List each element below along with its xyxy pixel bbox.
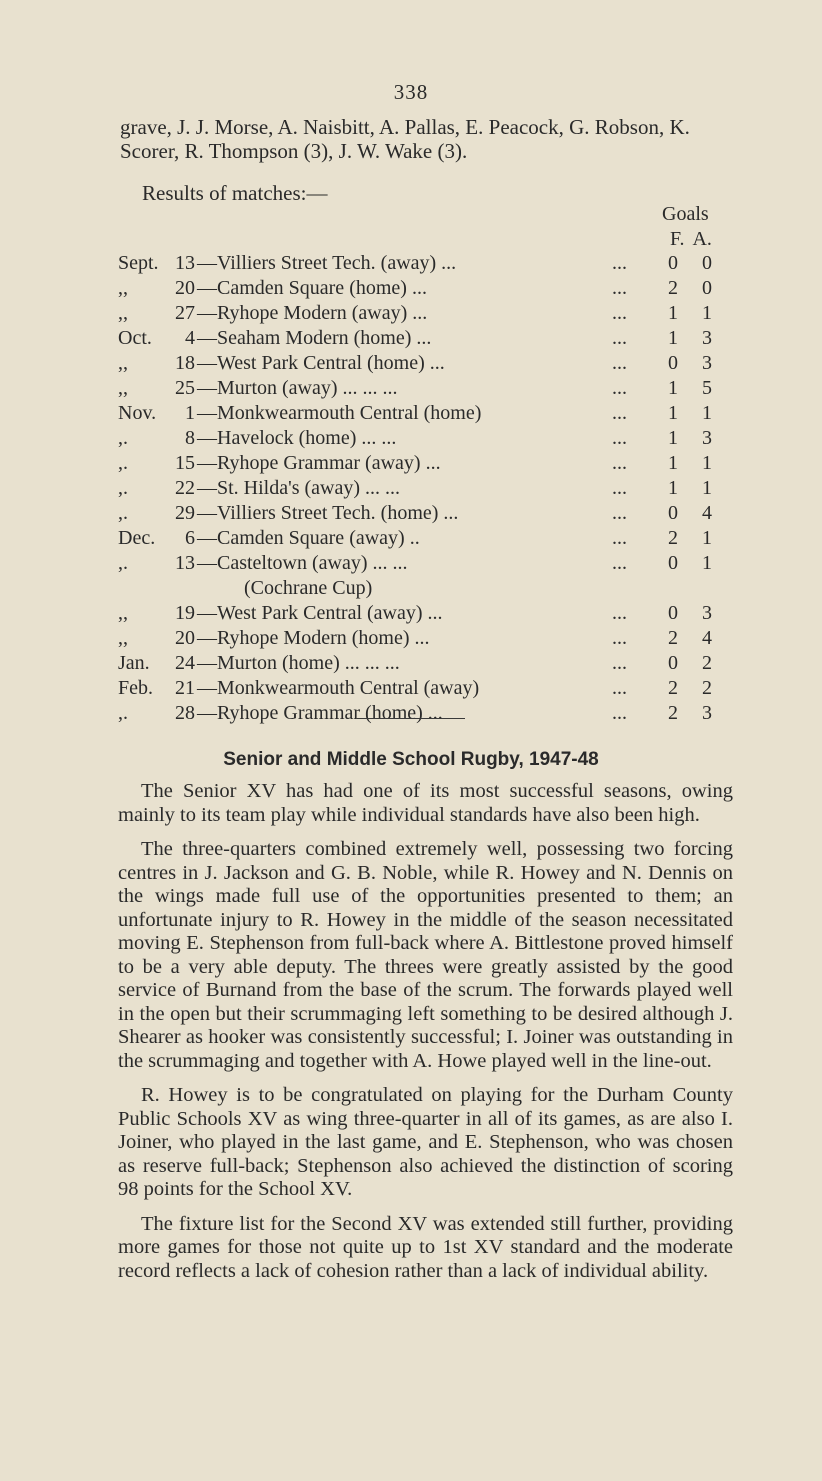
goals-against: 2 [702,652,712,674]
match-opponent: —Ryhope Grammar (away) ... [197,452,441,474]
table-row [0,577,822,602]
match-opponent: —Monkwearmouth Central (home) [197,402,482,424]
leader-dots: ... [612,627,627,649]
match-results-table [0,252,822,727]
match-opponent: —St. Hilda's (away) ... ... [197,477,401,499]
for-label: F. [670,228,685,250]
match-day: 20 [175,627,195,649]
goals-for: 2 [668,702,678,724]
for-against-heading [670,228,712,251]
match-month: ,, [118,302,128,324]
leader-dots: ... [612,652,627,674]
leader-dots: ... [612,702,627,724]
goals-against: 4 [702,627,712,649]
match-month: ,. [118,502,128,524]
against-label: A. [692,228,712,250]
goals-against: 1 [702,477,712,499]
match-month: ,. [118,427,128,449]
table-row [0,627,822,652]
goals-for: 0 [668,352,678,374]
match-day: 1 [185,402,195,424]
match-day: 25 [175,377,195,399]
table-row [0,352,822,377]
goals-against: 3 [702,602,712,624]
match-month: Oct. [118,327,152,349]
table-row [0,377,822,402]
goals-against: 1 [702,552,712,574]
goals-against: 1 [702,302,712,324]
match-month: ,, [118,377,128,399]
goals-against: 3 [702,327,712,349]
match-opponent: —Villiers Street Tech. (away) ... [197,252,457,274]
goals-against: 1 [702,527,712,549]
goals-against: 3 [702,702,712,724]
match-day: 20 [175,277,195,299]
leader-dots: ... [612,677,627,699]
table-row [0,427,822,452]
table-row [0,402,822,427]
leader-dots: ... [612,302,627,324]
match-day: 29 [175,502,195,524]
goals-for: 1 [668,302,678,324]
match-opponent: —Havelock (home) ... ... [197,427,397,449]
goals-for: 1 [668,477,678,499]
match-month: Dec. [118,527,156,549]
match-month: ,. [118,552,128,574]
table-row [0,452,822,477]
table-row [0,277,822,302]
table-row [0,327,822,352]
match-month: ,. [118,702,128,724]
goals-for: 0 [668,602,678,624]
leader-dots: ... [612,327,627,349]
match-day: 4 [185,327,195,349]
match-opponent: —Villiers Street Tech. (home) ... [197,502,459,524]
goals-against: 1 [702,402,712,424]
match-day: 13 [175,552,195,574]
match-month: Feb. [118,677,153,699]
table-row [0,602,822,627]
match-month: Jan. [118,652,150,674]
leader-dots: ... [612,477,627,499]
page-number: 338 [393,80,429,104]
article-body [118,780,733,1294]
match-opponent: —West Park Central (home) ... [197,352,445,374]
match-month: Sept. [118,252,159,274]
goals-for: 0 [668,552,678,574]
goals-for: 2 [668,627,678,649]
match-month: Nov. [118,402,157,424]
paragraph: The fixture list for the Second XV was extended still further, providing more games for those not quite up to 1st XV standard and the moderate record reflects a lack of cohesion rather than a lack of individual ability. [118,1212,733,1282]
leader-dots: ... [612,352,627,374]
section-title: Senior and Middle School Rugby, 1947-48 [223,749,599,770]
goals-against: 5 [702,377,712,399]
paragraph: The Senior XV has had one of its most successful seasons, owing mainly to its team play while individual standards have also been high. [118,780,733,826]
paragraph: R. Howey is to be congratulated on playing for the Durham County Public Schools XV as wing three-quarter in all of its games, as are also I. Joiner, who played in the last game, and E. Stephenson, who was chosen as reserve full-back; Stephenson also achieved the distinction of scoring 98 points for the School XV. [118,1084,733,1200]
leader-dots: ... [612,427,627,449]
match-day: 27 [175,302,195,324]
goals-for: 1 [668,377,678,399]
table-row [0,652,822,677]
goals-against: 1 [702,452,712,474]
goals-for: 0 [668,502,678,524]
match-day: 6 [185,527,195,549]
section-divider [357,718,465,719]
leader-dots: ... [612,402,627,424]
goals-against: 3 [702,352,712,374]
leader-dots: ... [612,502,627,524]
table-row [0,702,822,727]
goals-for: 1 [668,327,678,349]
goals-against: 0 [702,277,712,299]
match-day: 28 [175,702,195,724]
match-day: 21 [175,677,195,699]
match-month: ,, [118,602,128,624]
goals-for: 1 [668,427,678,449]
leader-dots: ... [612,452,627,474]
goals-for: 2 [668,677,678,699]
match-opponent: —West Park Central (away) ... [197,602,443,624]
leader-dots: ... [612,277,627,299]
goals-for: 2 [668,527,678,549]
goals-for: 2 [668,277,678,299]
match-opponent: —Murton (home) ... ... ... [197,652,400,674]
paragraph: The three-quarters combined extremely well, possessing two forcing centres in J. Jackson and G. B. Noble, while R. Howey and N. Dennis on the wings made full use of the opportunities presented to them; an unfortunate injury to R. Howey in the middle of the season necessitated moving E. Stephenson from full-back where A. Bittlestone proved himself to be a very able deputy. The threes were greatly assisted by the good service of Burnand from the base of the scrum. The forwards played well in the open but their scrummaging left something to be desired although J. Shearer as hooker was consistently successful; I. Joiner was outstanding in the scrummaging and together with A. Howe played well in the line-out. [118,838,733,1072]
match-day: 15 [175,452,195,474]
table-row [0,477,822,502]
intro-text: grave, J. J. Morse, A. Naisbitt, A. Pallas, E. Peacock, G. Robson, K. Scorer, R. Thompson (3), J. W. Wake (3). [120,115,690,163]
match-month: ,. [118,452,128,474]
leader-dots: ... [612,527,627,549]
match-opponent: —Camden Square (home) ... [197,277,427,299]
match-opponent: —Ryhope Modern (away) ... [197,302,428,324]
match-opponent: —Camden Square (away) .. [197,527,420,549]
match-opponent: —Casteltown (away) ... ... [197,552,408,574]
table-row [0,527,822,552]
match-opponent: —Murton (away) ... ... ... [197,377,398,399]
table-row [0,502,822,527]
match-day: 8 [185,427,195,449]
table-row [0,552,822,577]
goals-heading: Goals [662,203,709,225]
match-day: 13 [175,252,195,274]
match-opponent: —Seaham Modern (home) ... [197,327,432,349]
goals-for: 1 [668,452,678,474]
match-month: ,, [118,627,128,649]
goals-against: 3 [702,427,712,449]
leader-dots: ... [612,377,627,399]
match-month: ,, [118,277,128,299]
match-day: 18 [175,352,195,374]
match-opponent: —Ryhope Grammar (home) ... [197,702,443,724]
goals-against: 2 [702,677,712,699]
table-row [0,252,822,277]
match-opponent: —Monkwearmouth Central (away) [197,677,480,699]
leader-dots: ... [612,602,627,624]
match-month: ,, [118,352,128,374]
match-opponent: —Ryhope Modern (home) ... [197,627,430,649]
goals-against: 0 [702,252,712,274]
goals-for: 1 [668,402,678,424]
leader-dots: ... [612,252,627,274]
table-row [0,677,822,702]
match-day: 19 [175,602,195,624]
goals-against: 4 [702,502,712,524]
goals-for: 0 [668,652,678,674]
results-heading: Results of matches:— [142,181,328,205]
match-opponent: (Cochrane Cup) [244,577,373,599]
match-month: ,. [118,477,128,499]
goals-for: 0 [668,252,678,274]
match-day: 22 [175,477,195,499]
table-row [0,302,822,327]
match-day: 24 [175,652,195,674]
leader-dots: ... [612,552,627,574]
